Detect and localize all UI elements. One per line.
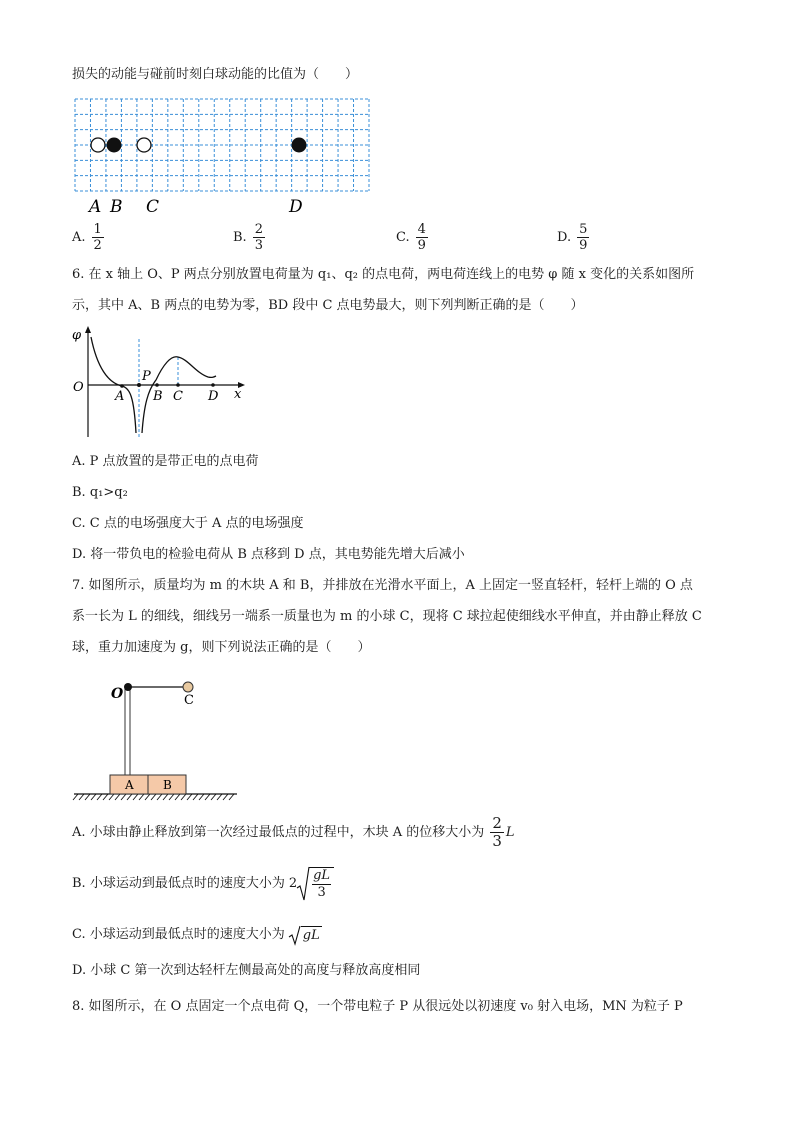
q5-grid-figure xyxy=(72,96,372,221)
ground-hatch xyxy=(151,794,156,800)
graph-label-phi: φ xyxy=(72,328,82,343)
q7-stem-line3: 球，重力加速度为 g，则下列说法正确的是（ ） xyxy=(72,640,371,655)
ground-hatch xyxy=(127,794,132,800)
graph-label-a: A xyxy=(115,389,125,404)
radical-sign-c xyxy=(289,925,301,945)
q5-option-a: A. $\frac{1}{2}$ xyxy=(72,222,102,253)
q5-option-c: C. $\frac{4}{9}$ xyxy=(396,222,426,253)
graph-label-c: C xyxy=(173,389,183,404)
graph-label-o: O xyxy=(73,380,84,395)
q5-tail-text: 损失的动能与碰前时刻白球动能的比值为（ ） xyxy=(72,67,359,82)
ground-hatch xyxy=(103,794,108,800)
graph-label-x: x xyxy=(234,387,242,402)
ground-hatch xyxy=(145,794,150,800)
ground-hatch xyxy=(175,794,180,800)
ball-a-white xyxy=(91,138,105,152)
ground-hatch xyxy=(199,794,204,800)
graph-label-d: D xyxy=(208,389,219,404)
ground-hatch xyxy=(133,794,138,800)
ground-hatch xyxy=(193,794,198,800)
ground-hatch xyxy=(169,794,174,800)
grid-label-d: D xyxy=(289,197,303,217)
fig-label-b: B xyxy=(163,778,172,792)
fig-label-a: A xyxy=(125,778,134,792)
ground-hatch xyxy=(73,794,78,800)
q7-option-b: B. 小球运动到最低点时的速度大小为 2 gL 3 xyxy=(72,866,334,902)
q7-option-a: A. 小球由静止释放到第一次经过最低点的过程中，木块 A 的位移大小为 $\frac{2}{3}$ L xyxy=(72,814,515,850)
ground-hatch xyxy=(223,794,228,800)
q7-figure xyxy=(72,670,252,805)
ground-hatch xyxy=(97,794,102,800)
grid-label-b: B xyxy=(110,197,123,217)
q7-stem-line2: 系一长为 L 的细线，细线另一端系一质量也为 m 的小球 C，现将 C 球拉起使细线水平伸直，并由静止释放 C xyxy=(72,609,702,624)
radical-sign-b xyxy=(297,866,309,902)
q7-option-d: D. 小球 C 第一次到达轻杆左侧最高处的高度与释放高度相同 xyxy=(72,963,421,978)
ball-b-black xyxy=(107,138,122,153)
ground-hatch xyxy=(79,794,84,800)
ground-hatch xyxy=(217,794,222,800)
ground-hatch xyxy=(187,794,192,800)
grid-label-c: C xyxy=(146,197,160,217)
graph-label-b: B xyxy=(153,389,163,404)
ground-hatch xyxy=(229,794,234,800)
q5-option-b: B. $\frac{2}{3}$ xyxy=(233,222,263,253)
q5-option-d: D. $\frac{5}{9}$ xyxy=(557,222,588,253)
ground-hatch xyxy=(115,794,120,800)
q6-option-c: C. C 点的电场强度大于 A 点的电场强度 xyxy=(72,516,304,531)
ground-hatch xyxy=(121,794,126,800)
ball-c-white xyxy=(137,138,151,152)
q8-stem-line1: 8. 如图所示，在 O 点固定一个点电荷 Q，一个带电粒子 P 从很远处以初速度 v₀ 射入电场，MN 为粒子 P xyxy=(72,999,683,1014)
fig-label-c: C xyxy=(184,693,194,708)
ground-hatch xyxy=(85,794,90,800)
fig-label-o: O xyxy=(111,686,124,702)
q6-option-a: A. P 点放置的是带正电的点电荷 xyxy=(72,454,259,469)
q7-option-c: C. 小球运动到最低点时的速度大小为 gL xyxy=(72,927,320,943)
q6-option-b: B. q₁>q₂ xyxy=(72,485,128,500)
ground-hatch xyxy=(139,794,144,800)
ground-hatch xyxy=(181,794,186,800)
grid-label-a: A xyxy=(89,197,102,217)
ball-d-black xyxy=(292,138,307,153)
ground-hatch xyxy=(211,794,216,800)
q6-stem-line2: 示，其中 A、B 两点的电势为零，BD 段中 C 点电势最大，则下列判断正确的是（ ） xyxy=(72,298,584,313)
ground-hatch xyxy=(205,794,210,800)
ball-c xyxy=(183,682,193,692)
q6-option-d: D. 将一带负电的检验电荷从 B 点移到 D 点，其电势能先增大后减小 xyxy=(72,547,465,562)
ground-hatch xyxy=(109,794,114,800)
graph-label-p: P xyxy=(142,369,151,384)
q7-stem-line1: 7. 如图所示，质量均为 m 的木块 A 和 B，并排放在光滑水平面上，A 上固定一竖直轻杆，轻杆上端的 O 点 xyxy=(72,578,693,593)
ground-hatch xyxy=(91,794,96,800)
ground-hatch xyxy=(163,794,168,800)
q6-potential-graph xyxy=(70,325,250,440)
q6-stem-line1: 6. 在 x 轴上 O、P 两点分别放置电荷量为 q₁、q₂ 的点电荷，两电荷连线上的电势 φ 随 x 变化的关系如图所 xyxy=(72,267,695,282)
ground-hatch xyxy=(157,794,162,800)
